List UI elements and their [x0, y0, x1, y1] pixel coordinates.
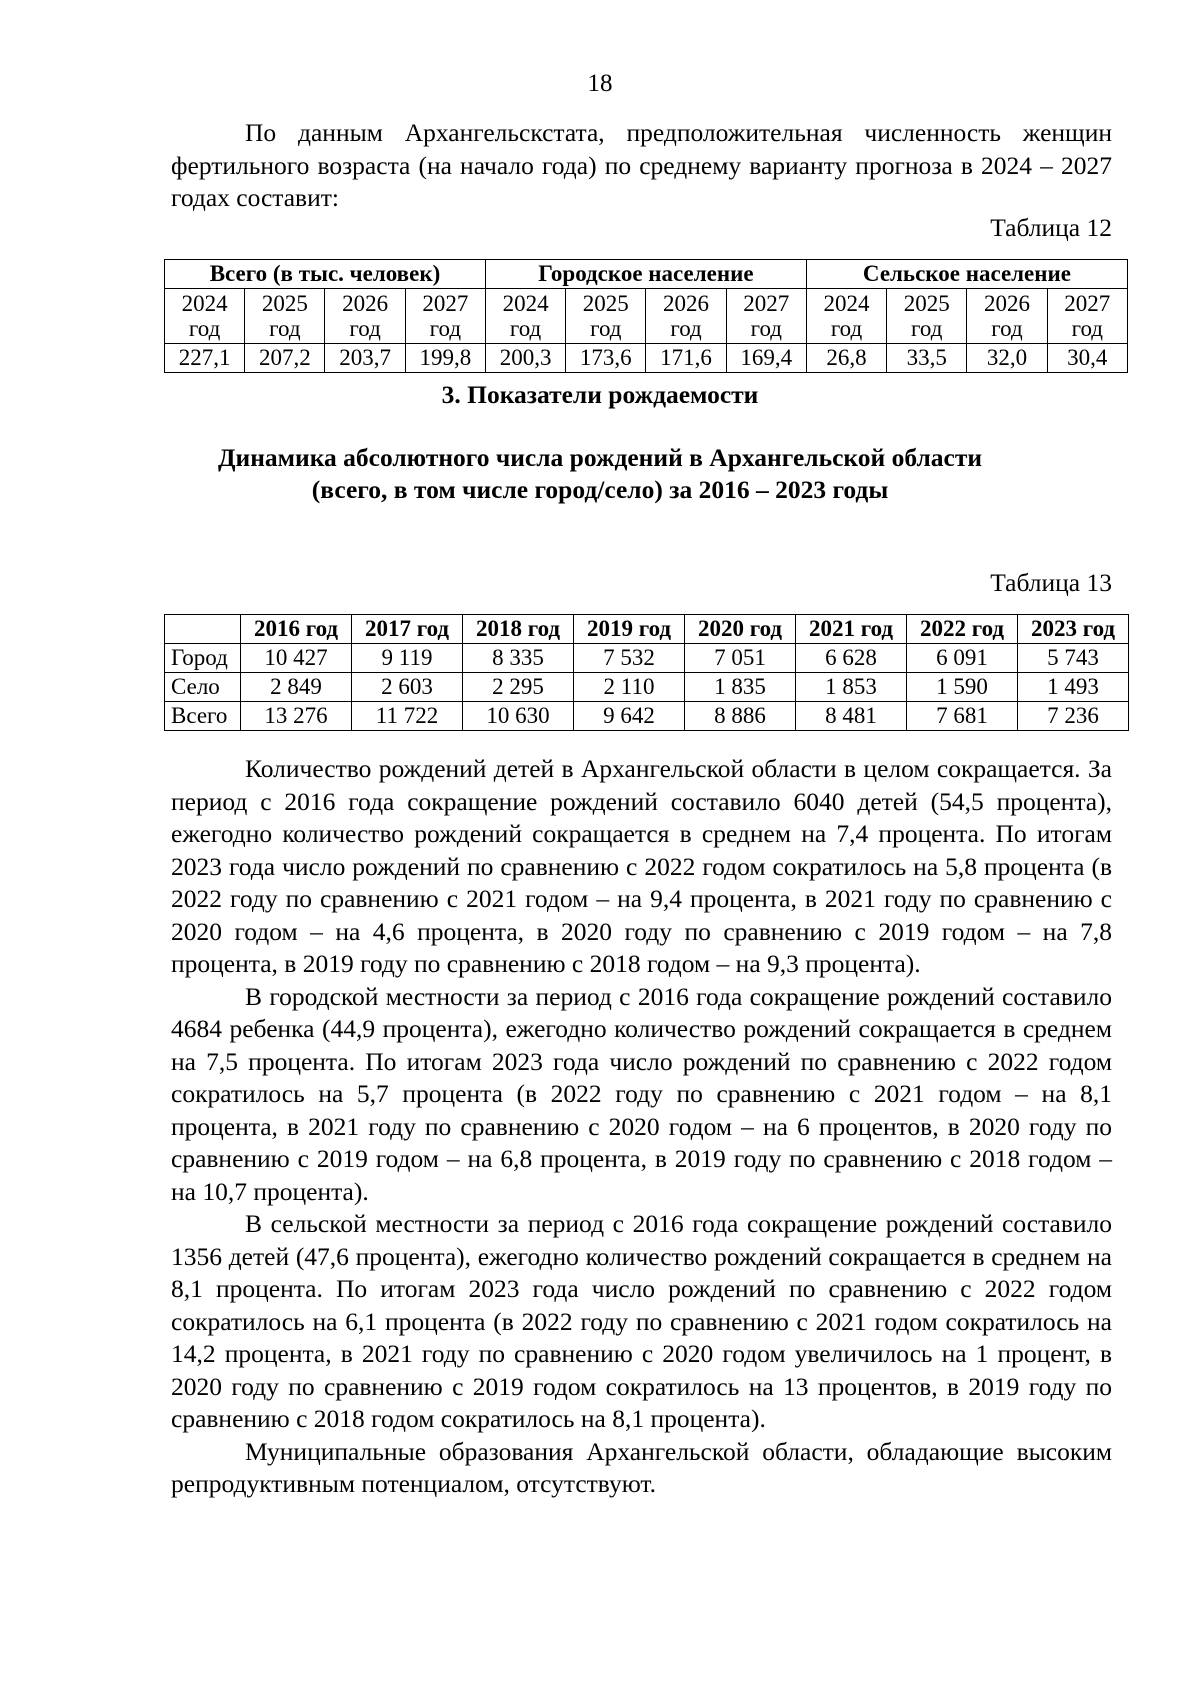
year-number: 2027	[422, 291, 469, 316]
value-cell: 5 743	[1018, 644, 1129, 673]
value-cell: 2 603	[352, 673, 463, 702]
value-cell: 171,6	[646, 344, 726, 373]
year-header-cell: 2019 год	[574, 615, 685, 644]
value-cell: 1 835	[685, 673, 796, 702]
table12-caption: Таблица 12	[990, 213, 1112, 242]
value-cell: 11 722	[352, 702, 463, 731]
corner-header-cell	[165, 615, 241, 644]
year-number: 2025	[903, 291, 950, 316]
value-cell: 6 091	[907, 644, 1018, 673]
table-12	[164, 259, 1128, 373]
year-number: 2026	[663, 291, 710, 316]
year-unit: год	[830, 316, 863, 341]
year-header-cell	[325, 289, 405, 344]
table-row	[165, 673, 1129, 702]
year-unit: год	[509, 316, 542, 341]
year-unit: год	[750, 316, 782, 341]
year-header-cell: 2016 год	[241, 615, 352, 644]
year-header-cell	[646, 289, 726, 344]
row-label-cell: Всего	[165, 702, 241, 731]
intro-text	[171, 117, 1112, 215]
table13-title-line-1: Динамика абсолютного числа рождений в Архангельской области	[217, 443, 983, 472]
year-number: 2026	[342, 291, 389, 316]
value-cell: 8 886	[685, 702, 796, 731]
year-header-cell: 2018 год	[463, 615, 574, 644]
table-row	[165, 644, 1129, 673]
value-cell: 7 236	[1018, 702, 1129, 731]
year-number: 2026	[983, 291, 1030, 316]
paragraph: Количество рождений детей в Архангельской области в целом сокращается. За период с 2016 года сокращение рождений составило 6040 детей (54,5 процента), ежегодно количество рождений сокращается в среднем на 7,4 процента. По итогам 2023 года число рождений по сравнению с 2022 годом сократилось на 5,8 процента (в 2022 году по сравнению с 2021 годом – на 9,4 процента, в 2021 году по сравнению с 2020 годом – на 4,6 процента, в 2020 году по сравнению с 2019 годом – на 7,8 процента, в 2019 году по сравнению с 2018 годом – на 9,3 процента).	[171, 754, 1112, 978]
group-header: Сельское население	[806, 260, 1127, 289]
year-number: 2024	[181, 291, 228, 316]
table13-title-line-2: (всего, в том числе город/село) за 2016 – 2023 годы	[311, 475, 889, 504]
value-cell: 10 630	[463, 702, 574, 731]
table13-caption: Таблица 13	[990, 568, 1112, 597]
year-number: 2027	[1064, 291, 1111, 316]
value-cell: 6 628	[796, 644, 907, 673]
year-number: 2025	[582, 291, 629, 316]
value-cell: 173,6	[566, 344, 646, 373]
year-header-cell: 2017 год	[352, 615, 463, 644]
paragraph: В сельской местности за период с 2016 года сокращение рождений составило 1356 детей (47,6 процента), ежегодно количество рождений сокращается в среднем на 8,1 процента. По итогам 2023 года число рождений по сравнению с 2022 годом сократилось на 6,1 процента (в 2022 году по сравнению с 2021 годом сократилось на 14,2 процента, в 2021 году по сравнению с 2020 годом увеличилось на 1 процент, в 2020 году по сравнению с 2019 годом сократилось на 13 процентов, в 2019 году по сравнению с 2018 годом сократилось на 8,1 процента).	[171, 1209, 1112, 1433]
year-header-cell	[806, 289, 886, 344]
value-cell: 13 276	[241, 702, 352, 731]
year-header-cell	[1047, 289, 1127, 344]
table12-value-row	[165, 344, 1128, 373]
value-cell: 9 642	[574, 702, 685, 731]
year-unit: год	[429, 316, 462, 341]
value-cell: 2 110	[574, 673, 685, 702]
value-cell: 9 119	[352, 644, 463, 673]
row-label-cell: Город	[165, 644, 241, 673]
body-text	[171, 753, 1112, 1501]
value-cell: 8 335	[463, 644, 574, 673]
year-unit: год	[670, 316, 702, 341]
value-cell: 203,7	[325, 344, 405, 373]
paragraph: В городской местности за период с 2016 года сокращение рождений составило 4684 ребенка (44,9 процента), ежегодно количество рождений сокращается в среднем на 7,5 процента. По итогам 2023 года число рождений по сравнению с 2022 годом сократилось на 5,7 процента (в 2022 году по сравнению с 2021 годом – на 8,1 процента, в 2021 году по сравнению с 2020 годом – на 6 процентов, в 2020 году по сравнению с 2019 годом – на 6,8 процента, в 2019 году по сравнению с 2018 годом – на 10,7 процента).	[171, 981, 1112, 1206]
value-cell: 8 481	[796, 702, 907, 731]
year-unit: год	[349, 316, 381, 341]
table12-group-row	[165, 260, 1128, 289]
paragraph: Муниципальные образования Архангельской области, обладающие высоким репродуктивным потенциалом, отсутствуют.	[171, 1436, 1112, 1498]
year-number: 2025	[261, 291, 308, 316]
group-header: Всего (в тыс. человек)	[165, 260, 486, 289]
page-number: 18	[587, 70, 613, 97]
value-cell: 7 681	[907, 702, 1018, 731]
year-unit: год	[991, 316, 1023, 341]
value-cell: 26,8	[806, 344, 886, 373]
value-cell: 227,1	[165, 344, 245, 373]
year-unit: год	[188, 316, 221, 341]
value-cell: 169,4	[726, 344, 806, 373]
year-header-cell: 2023 год	[1018, 615, 1129, 644]
section-title: 3. Показатели рождаемости	[441, 380, 759, 409]
year-number: 2027	[743, 291, 790, 316]
value-cell: 207,2	[245, 344, 325, 373]
value-cell: 2 849	[241, 673, 352, 702]
value-cell: 1 493	[1018, 673, 1129, 702]
table-13	[164, 614, 1129, 731]
table13-header-row	[165, 615, 1129, 644]
year-header-cell	[485, 289, 565, 344]
value-cell: 10 427	[241, 644, 352, 673]
year-unit: год	[269, 316, 301, 341]
year-unit: год	[590, 316, 622, 341]
value-cell: 1 853	[796, 673, 907, 702]
year-header-cell	[566, 289, 646, 344]
value-cell: 199,8	[405, 344, 485, 373]
year-number: 2024	[502, 291, 549, 316]
year-header-cell: 2020 год	[685, 615, 796, 644]
value-cell: 33,5	[887, 344, 967, 373]
value-cell: 30,4	[1047, 344, 1127, 373]
value-cell: 1 590	[907, 673, 1018, 702]
year-header-cell: 2021 год	[796, 615, 907, 644]
year-unit: год	[911, 316, 943, 341]
table-row	[165, 702, 1129, 731]
table12-year-row	[165, 289, 1128, 344]
value-cell: 7 532	[574, 644, 685, 673]
year-header-cell	[726, 289, 806, 344]
year-number: 2024	[823, 291, 870, 316]
value-cell: 32,0	[967, 344, 1047, 373]
year-header-cell	[405, 289, 485, 344]
value-cell: 7 051	[685, 644, 796, 673]
year-header-cell	[245, 289, 325, 344]
year-header-cell	[165, 289, 245, 344]
value-cell: 200,3	[485, 344, 565, 373]
group-header: Городское население	[485, 260, 806, 289]
year-header-cell	[967, 289, 1047, 344]
year-header-cell: 2022 год	[907, 615, 1018, 644]
row-label-cell: Село	[165, 673, 241, 702]
intro-paragraph: По данным Архангельскстата, предположительная численность женщин фертильного возраста (на начало года) по среднему варианту прогноза в 2024 – 2027 годах составит:	[171, 118, 1112, 212]
value-cell: 2 295	[463, 673, 574, 702]
year-unit: год	[1071, 316, 1103, 341]
year-header-cell	[887, 289, 967, 344]
